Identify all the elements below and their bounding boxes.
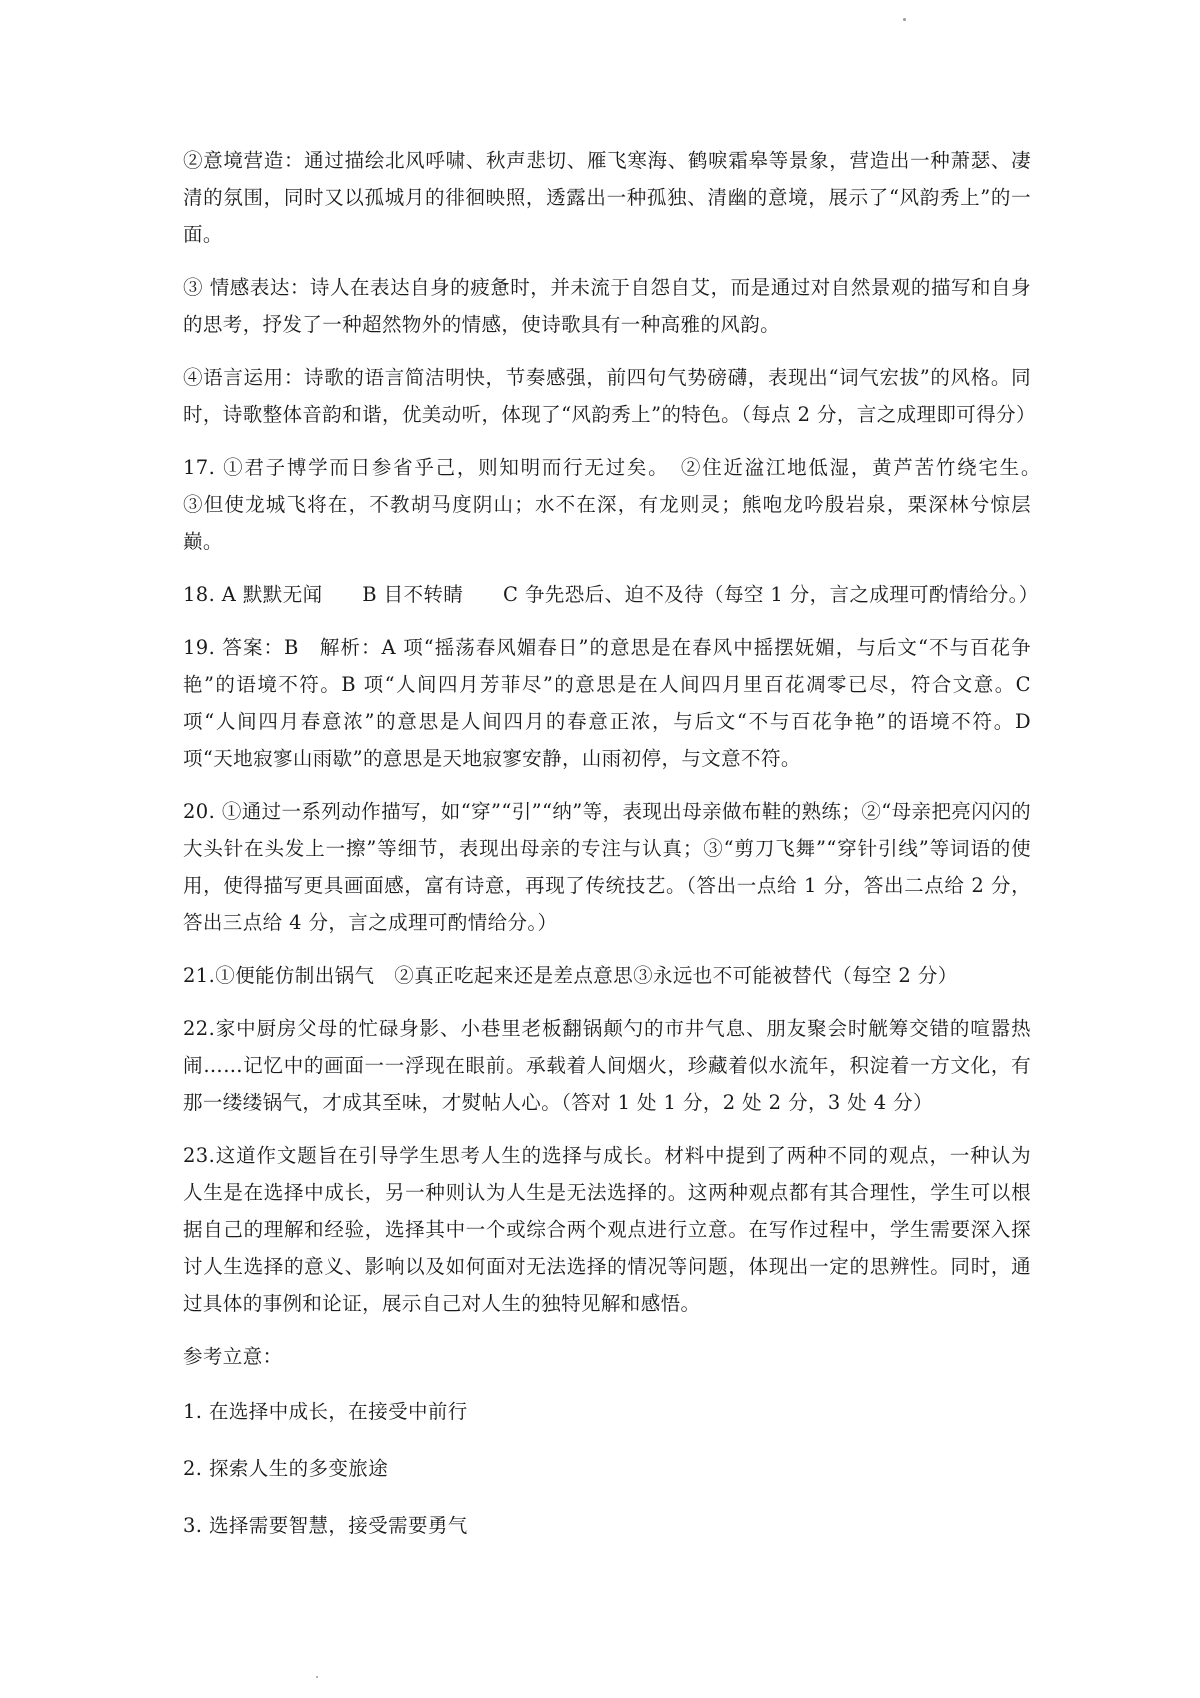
scan-speck-top [903,18,906,21]
q19-answer: 19. 答案：B 解析：A 项“摇荡春风媚春日”的意思是在春风中摇摆妩媚，与后文“不与百花争艳”的语境不符。B 项“人间四月芳菲尽”的意思是在人间四月里百花凋零已尽，符合文意。C 项“人间四月春意浓”的意思是人间四月的春意正浓，与后文“不与百花争艳”的语境不符。D 项“天地寂寥山雨歇”的意思是天地寂寥安静，山雨初停，与文意不符。 [183,636,1031,770]
q18-answer: 18. A 默默无闻 B 目不转睛 C 争先恐后、迫不及待（每空 1 分，言之成理可酌情给分。） [183,583,1039,606]
q23-answer: 23.这道作文题旨在引导学生思考人生的选择与成长。材料中提到了两种不同的观点，一种认为人生是在选择中成长，另一种则认为人生是无法选择的。这两种观点都有其合理性，学生可以根据自己的理解和经验，选择其中一个或综合两个观点进行立意。在写作过程中，学生需要深入探讨人生选择的意义、影响以及如何面对无法选择的情况等问题，体现出一定的思辨性。同时，通过具体的事例和论证，展示自己对人生的独特见解和感悟。 [183,1144,1031,1315]
reference-item: 3. 选择需要智慧，接受需要勇气 [183,1514,468,1537]
q16-point-language: ④语言运用：诗歌的语言简洁明快，节奏感强，前四句气势磅礴，表现出“词气宏拔”的风格。同时，诗歌整体音韵和谐，优美动听，体现了“风韵秀上”的特色。（每点 2 分，言之成理即可得分） [183,366,1036,426]
q16-point-imagery: ②意境营造：通过描绘北风呼啸、秋声悲切、雁飞寒海、鹤唳霜皋等景象，营造出一种萧瑟、凄清的氛围，同时又以孤城月的徘徊映照，透露出一种孤独、清幽的意境，展示了“风韵秀上”的一面。 [183,149,1031,246]
q22-answer: 22.家中厨房父母的忙碌身影、小巷里老板翻锅颠勺的市井气息、朋友聚会时觥筹交错的喧嚣热闹……记忆中的画面一一浮现在眼前。承载着人间烟火，珍藏着似水流年，积淀着一方文化，有那一缕缕锅气，才成其至味，才熨帖人心。（答对 1 处 1 分，2 处 2 分，3 处 4 分） [183,1017,1031,1114]
q21-answer: 21.①便能仿制出锅气 ②真正吃起来还是差点意思③永远也不可能被替代（每空 2 分） [183,964,958,987]
reference-item: 2. 探索人生的多变旅途 [183,1457,389,1480]
reference-heading: 参考立意： [183,1345,283,1368]
q16-point-emotion: ③ 情感表达：诗人在表达自身的疲惫时，并未流于自怨自艾，而是通过对自然景观的描写和自身的思考，抒发了一种超然物外的情感，使诗歌具有一种高雅的风韵。 [183,276,1031,336]
answer-key-content [183,142,1071,1564]
scan-speck-bottom [316,1676,318,1678]
q17-answer: 17. ①君子博学而日参省乎己，则知明而行无过矣。 ②住近湓江地低湿，黄芦苦竹绕宅生。 ③但使龙城飞将在，不教胡马度阴山；水不在深，有龙则灵；熊咆龙吟殷岩泉，栗深林兮惊层巅。 [183,456,1071,553]
q20-answer: 20. ①通过一系列动作描写，如“穿”“引”“纳”等，表现出母亲做布鞋的熟练；②“母亲把亮闪闪的大头针在头发上一擦”等细节，表现出母亲的专注与认真；③“剪刀飞舞”“穿针引线”等词语的使用，使得描写更具画面感，富有诗意，再现了传统技艺。（答出一点给 1 分，答出二点给 2 分，答出三点给 4 分，言之成理可酌情给分。） [183,800,1031,934]
reference-item: 1. 在选择中成长，在接受中前行 [183,1400,468,1423]
